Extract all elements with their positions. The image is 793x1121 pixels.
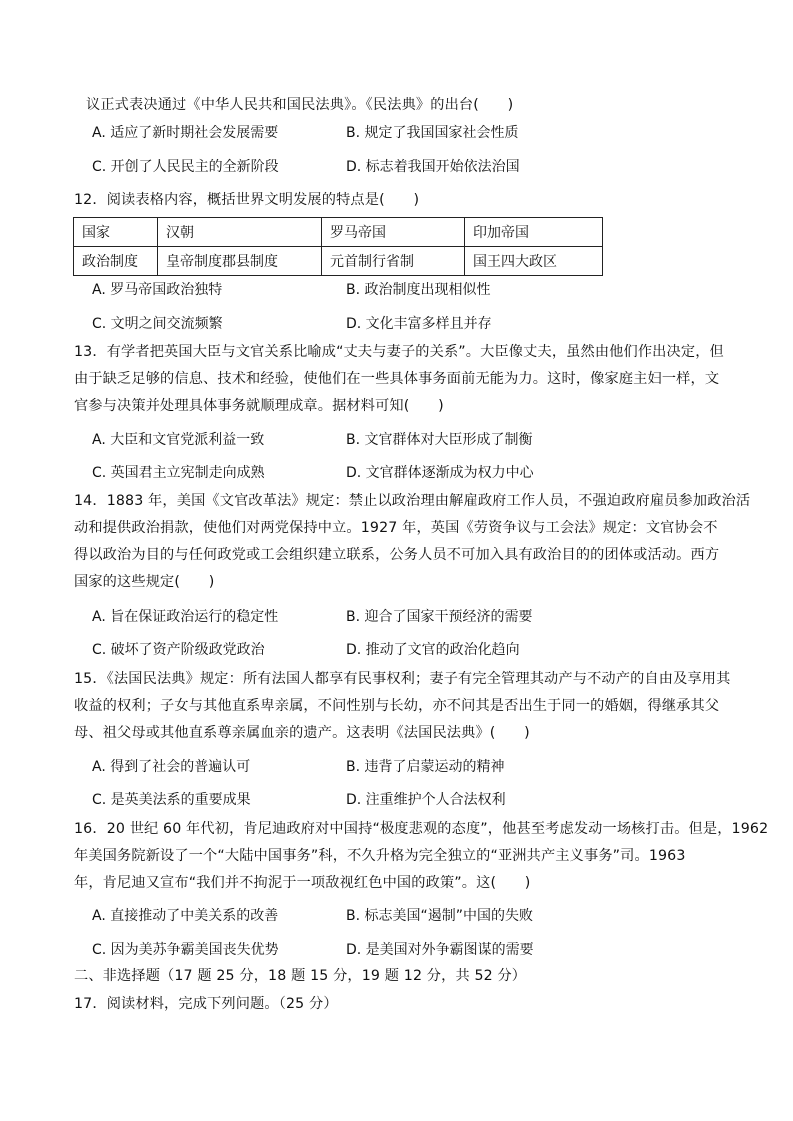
q14-option-a[interactable]: A. 旨在保证政治运行的稳定性	[92, 609, 279, 625]
q14-option-d[interactable]: D. 推动了文官的政治化趋向	[346, 642, 520, 658]
q15-stem-line: 15．《法国民法典》规定：所有法国人都享有民事权利；妻子有完全管理其动产与不动产的自由及享用其	[74, 671, 731, 687]
q16-stem-line: 年，肯尼迪又宣布“我们并不拘泥于一项敌视红色中国的政策”。这( )	[74, 875, 531, 891]
q16-option-c[interactable]: C. 因为美苏争霸美国丧失优势	[92, 942, 279, 958]
q14-stem-line: 动和提供政治捐款，使他们对两党保持中立。1927 年，英国《劳资争议与工会法》规定：文官协会不	[74, 520, 718, 536]
q15-stem-line: 收益的权利；子女与其他直系卑亲属，不问性别与长幼，亦不问其是否出生于同一的婚姻，得继承其父	[74, 698, 720, 714]
q15-option-a[interactable]: A. 得到了社会的普遍认可	[92, 759, 251, 775]
q13-option-b[interactable]: B. 文官群体对大臣形成了制衡	[346, 432, 533, 448]
q13-stem-line: 官参与决策并处理具体事务就顺理成章。据材料可知( )	[74, 398, 444, 414]
q15-option-d[interactable]: D. 注重维护个人合法权利	[346, 792, 506, 808]
q16-stem-line: 16．20 世纪 60 年代初，肯尼迪政府对中国持“极度悲观的态度”，他甚至考虑发动一场核打击。但是，1962	[74, 821, 769, 837]
q12-option-c[interactable]: C. 文明之间交流频繁	[92, 316, 223, 332]
section-heading: 二、非选择题（17 题 25 分，18 题 15 分，19 题 12 分，共 52 分）	[74, 968, 527, 984]
q12-table	[73, 217, 603, 276]
q15-option-b[interactable]: B. 违背了启蒙运动的精神	[346, 759, 505, 775]
q13-stem-line: 13．有学者把英国大臣与文官关系比喻成“丈夫与妻子的关系”。大臣像丈夫，虽然由他们作出决定，但	[74, 344, 724, 360]
q14-stem-line: 得以政治为目的与任何政党或工会组织建立联系，公务人员不可加入具有政治目的的团体或活动。西方	[74, 547, 720, 563]
q12-option-d[interactable]: D. 文化丰富多样且并存	[346, 316, 492, 332]
q16-option-a[interactable]: A. 直接推动了中美关系的改善	[92, 908, 279, 924]
table-cell: 国王四大政区	[465, 247, 603, 276]
q11-option-a[interactable]: A. 适应了新时期社会发展需要	[92, 125, 279, 141]
q14-option-b[interactable]: B. 迎合了国家干预经济的需要	[346, 609, 533, 625]
q15-stem-line: 母、祖父母或其他直系尊亲属血亲的遗产。这表明《法国民法典》( )	[74, 725, 530, 741]
q17-stem: 17．阅读材料，完成下列问题。（25 分）	[74, 996, 338, 1012]
q14-stem-line: 国家的这些规定( )	[74, 574, 215, 590]
table-cell: 元首制行省制	[322, 247, 465, 276]
q14-option-c[interactable]: C. 破坏了资产阶级政党政治	[92, 642, 265, 658]
table-cell: 印加帝国	[465, 218, 603, 247]
q15-option-c[interactable]: C. 是英美法系的重要成果	[92, 792, 251, 808]
q11-option-c[interactable]: C. 开创了人民民主的全新阶段	[92, 159, 279, 175]
q14-stem-line: 14．1883 年，美国《文官改革法》规定：禁止以政治理由解雇政府工作人员，不强迫政府雇员参加政治活	[74, 493, 751, 509]
q16-stem-line: 年美国务院新设了一个“大陆中国事务”科，不久升格为完全独立的“亚洲共产主义事务”司。1963	[74, 848, 686, 864]
table-header-row	[74, 218, 603, 247]
table-cell: 罗马帝国	[322, 218, 465, 247]
q12-option-a[interactable]: A. 罗马帝国政治独特	[92, 282, 223, 298]
q13-option-d[interactable]: D. 文官群体逐渐成为权力中心	[346, 465, 534, 481]
table-cell: 政治制度	[74, 247, 158, 276]
q13-option-c[interactable]: C. 英国君主立宪制走向成熟	[92, 465, 265, 481]
table-cell: 汉朝	[158, 218, 322, 247]
table-cell: 国家	[74, 218, 158, 247]
q11-option-d[interactable]: D. 标志着我国开始依法治国	[346, 159, 520, 175]
q12-stem: 12．阅读表格内容，概括世界文明发展的特点是( )	[74, 192, 420, 208]
q16-option-b[interactable]: B. 标志美国“遏制”中国的失败	[346, 908, 534, 924]
q13-option-a[interactable]: A. 大臣和文官党派利益一致	[92, 432, 265, 448]
table-row	[74, 247, 603, 276]
q11-stem: 议正式表决通过《中华人民共和国民法典》。《民法典》的出台( )	[86, 97, 514, 113]
q16-option-d[interactable]: D. 是美国对外争霸图谋的需要	[346, 942, 534, 958]
q11-option-b[interactable]: B. 规定了我国国家社会性质	[346, 125, 519, 141]
q12-option-b[interactable]: B. 政治制度出现相似性	[346, 282, 491, 298]
q13-stem-line: 由于缺乏足够的信息、技术和经验，使他们在一些具体事务面前无能为力。这时，像家庭主妇一样，文	[74, 371, 720, 387]
table-cell: 皇帝制度郡县制度	[158, 247, 322, 276]
